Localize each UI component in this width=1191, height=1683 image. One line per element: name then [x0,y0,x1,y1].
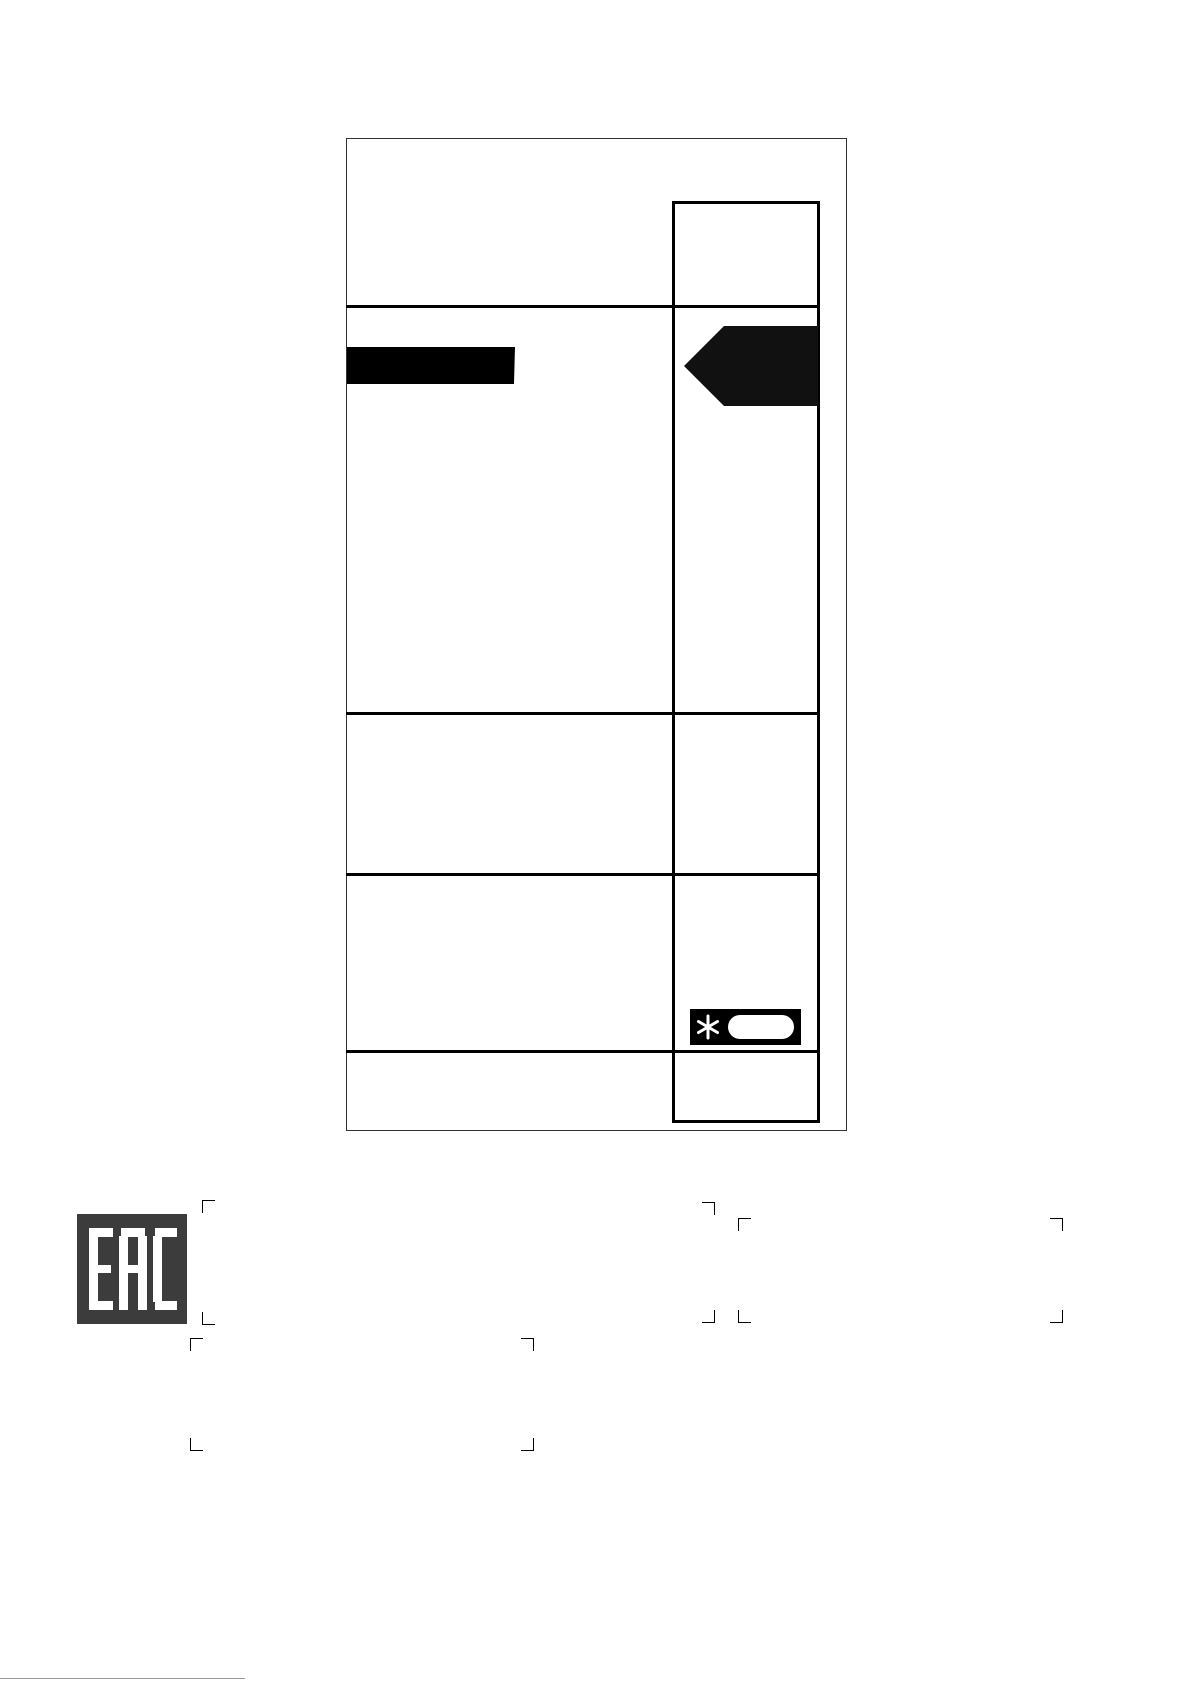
right-column-top-border [672,201,820,204]
crop-mark [738,1218,751,1231]
rating-arrow [684,326,818,406]
right-column-left-border [672,201,675,1123]
separator-1 [346,305,820,308]
class-arrow-a [347,347,515,384]
footer-rule [0,1678,245,1679]
eac-mark [77,1214,187,1324]
freezer-stars [728,1015,794,1039]
crop-mark [1050,1218,1063,1231]
right-column-bottom-border [672,1120,820,1123]
crop-mark [202,1200,215,1213]
class-arrows [346,344,656,669]
crop-mark [702,1202,715,1215]
snowflake-icon [695,1014,721,1040]
crop-mark [702,1310,715,1323]
crop-mark [1050,1310,1063,1323]
crop-mark [521,1438,534,1451]
crop-mark [521,1338,534,1351]
eac-logo-icon [77,1214,187,1324]
qr-code [77,1445,175,1543]
crop-mark [202,1312,215,1325]
crop-mark [738,1310,751,1323]
crop-mark [190,1438,203,1451]
separator-3 [346,873,820,876]
separator-4 [346,1050,820,1053]
separator-2 [346,712,820,715]
freezer-rating-badge [690,1009,801,1045]
crop-mark [190,1338,203,1351]
